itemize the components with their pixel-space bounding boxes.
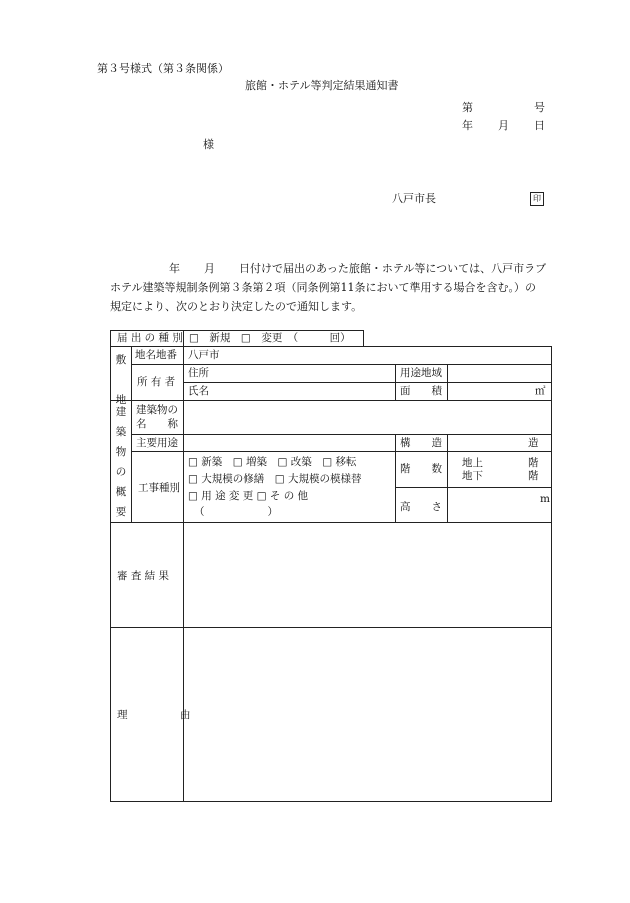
height-unit: m — [540, 493, 550, 505]
owner-label: 所 有 者 — [137, 376, 176, 388]
site-label: 敷 地 — [115, 354, 127, 406]
work-type-label: 工事種別 — [138, 482, 180, 494]
youto-chiiki-label: 用途地域 — [400, 367, 442, 379]
body-line-1 — [110, 259, 562, 278]
work-options-line-1: □ 新築 □ 増築 □ 改築 □ 移転 — [188, 456, 357, 468]
seal-char: 印 — [530, 192, 544, 206]
overview-label: 建 築 物 の 概 要 — [115, 406, 127, 518]
building-name-label-1: 建築物の — [136, 404, 178, 416]
name-label: 氏名 — [188, 385, 209, 397]
sender-name: 八戸市長 — [392, 192, 436, 205]
notice-type-label: 届 出 の 種 別 — [117, 332, 183, 344]
body-month: 月 — [204, 262, 215, 275]
body-paragraph — [110, 259, 562, 316]
seal-mark — [530, 191, 544, 206]
work-options-line-2: □ 大規模の修繕 □ 大規模の模様替 — [188, 473, 362, 485]
notice-type-options: □ 新規 □ 変更 （ 回） — [189, 332, 351, 344]
height-label: 高 さ — [400, 501, 442, 513]
structure-label: 構 造 — [400, 437, 442, 449]
body-line-2: ホテル建築等規制条例第３条第２項（同条例第11条において準用する場合を含む。）の — [110, 281, 536, 294]
document-title: 旅館・ホテル等判定結果通知書 — [245, 79, 399, 92]
work-options-line-3: □ 用 途 変 更 □ そ の 他 — [188, 490, 309, 502]
floors-label: 階 数 — [400, 463, 442, 475]
table-grid — [110, 330, 552, 802]
number-dai: 第 — [462, 101, 473, 114]
date-month: 月 — [498, 119, 509, 132]
floors-below-label: 地下 — [462, 470, 483, 482]
area-label: 面 積 — [400, 385, 442, 397]
reason-label: 理 由 — [117, 709, 191, 721]
floors-below-unit: 階 — [528, 470, 539, 482]
date-year: 年 — [462, 119, 473, 132]
floors-above-label: 地上 — [462, 457, 483, 469]
addressee-sama: 様 — [203, 138, 214, 151]
body-line1-rest: 日付けで届出のあった旅館・ホテル等については、八戸市ラブ — [239, 262, 547, 275]
chimei-value: 八戸市 — [188, 349, 220, 361]
body-line-3: 規定により、次のとおり決定したので通知します。 — [110, 300, 363, 313]
building-name-label-2: 名 称 — [136, 418, 178, 430]
floors-above-unit: 階 — [528, 457, 539, 469]
work-options-line-4: （ ） — [194, 506, 278, 518]
form-number: 第３号様式（第３条関係） — [97, 62, 229, 75]
review-result-label: 審 査 結 果 — [117, 570, 170, 582]
date-day: 日 — [534, 119, 545, 132]
chimei-label: 地名地番 — [135, 349, 177, 361]
result-form-table — [110, 330, 552, 802]
body-year: 年 — [169, 262, 180, 275]
main-use-label: 主要用途 — [136, 437, 178, 449]
structure-unit: 造 — [528, 437, 539, 449]
number-go: 号 — [534, 101, 545, 114]
area-unit: ㎡ — [535, 385, 546, 397]
address-label: 住所 — [188, 367, 209, 379]
